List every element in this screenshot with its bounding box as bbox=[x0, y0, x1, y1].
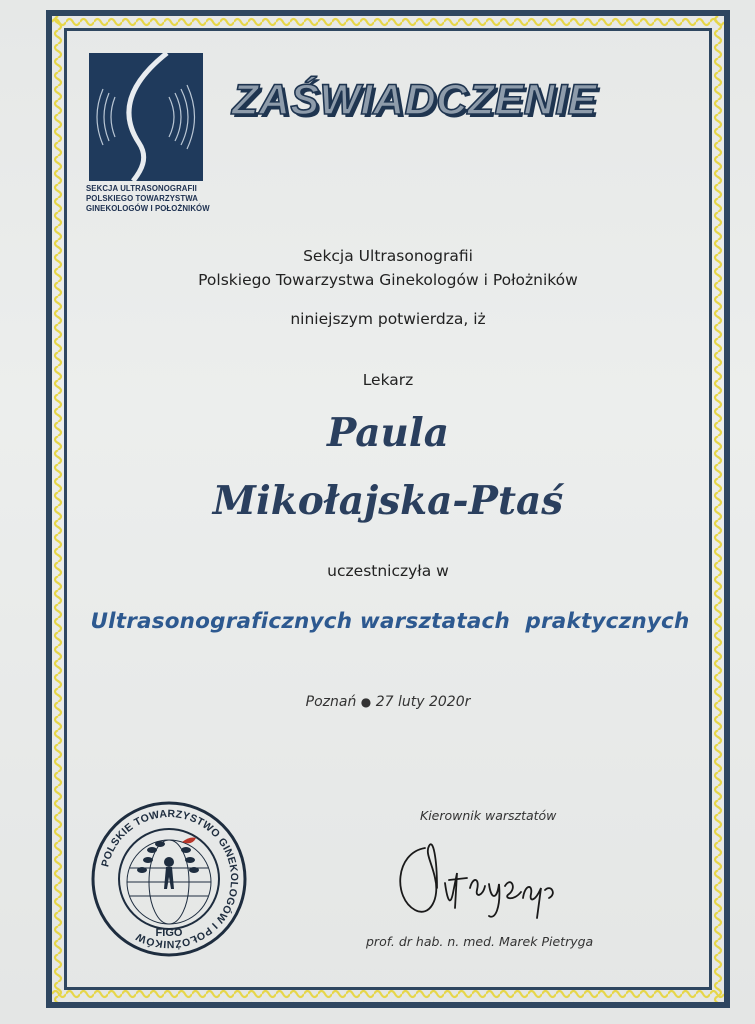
event-name: Ultrasonograficznych warsztatach praktycznych bbox=[90, 609, 690, 634]
confirmation-text: niniejszym potwierdza, iż bbox=[290, 310, 486, 328]
signature-title: Kierownik warsztatów bbox=[420, 808, 557, 823]
recipient-role: Lekarz bbox=[362, 371, 414, 389]
society-seal bbox=[90, 800, 248, 958]
logo-caption-line: POLSKIEGO TOWARZYSTWA bbox=[86, 194, 198, 203]
logo-caption-line: SEKCJA ULTRASONOGRAFII bbox=[86, 184, 197, 193]
ultrasonography-section-logo bbox=[89, 53, 203, 181]
signatory-name: prof. dr hab. n. med. Marek Pietryga bbox=[366, 934, 594, 949]
event-date bbox=[64, 694, 712, 710]
seal-figo-label: FIGO bbox=[155, 927, 183, 939]
seal-ring-text: POLSKIE TOWARZYSTWO GINEKOLOGÓW I POŁOŻNIKÓW bbox=[99, 807, 241, 951]
event-day: 27 luty 2020r bbox=[375, 694, 471, 710]
event-city: Poznań bbox=[305, 694, 357, 710]
logo-caption bbox=[86, 184, 216, 214]
recipient-first-name: Paula bbox=[327, 410, 449, 456]
organization-line-1: Sekcja Ultrasonografii bbox=[303, 247, 473, 265]
certificate-title: ZAŚWIADCZENIE bbox=[232, 76, 597, 124]
logo-caption-line: GINEKOLOGÓW I POŁOŻNIKÓW bbox=[86, 204, 210, 213]
handwritten-signature bbox=[385, 828, 585, 928]
participation-text: uczestniczyła w bbox=[327, 562, 449, 580]
issuing-organization bbox=[64, 244, 712, 292]
recipient-last-name: Mikołajska-Ptaś bbox=[212, 478, 564, 524]
bullet-separator: ● bbox=[360, 695, 372, 709]
organization-line-2: Polskiego Towarzystwa Ginekologów i Położników bbox=[198, 271, 578, 289]
